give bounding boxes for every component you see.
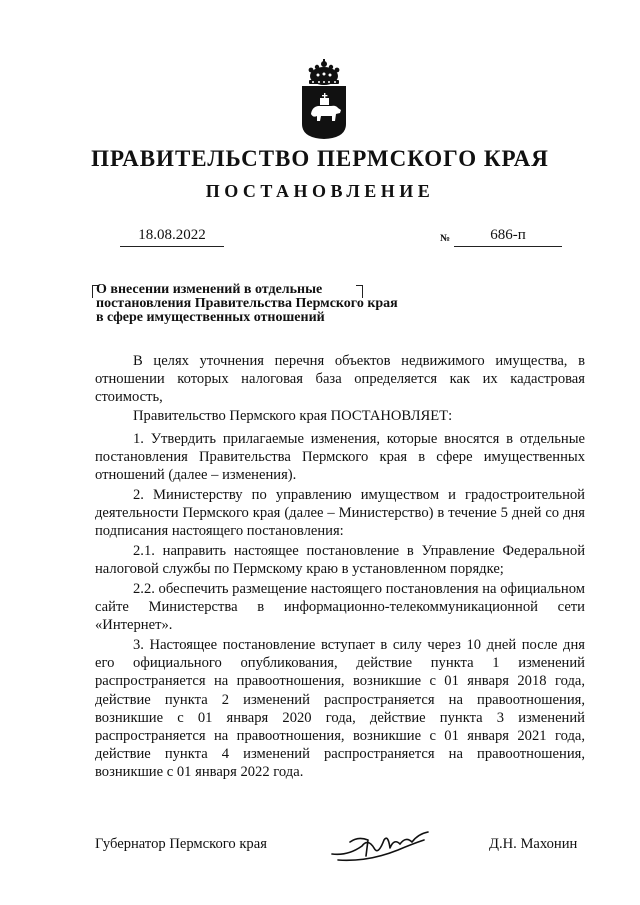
document-date: 18.08.2022 (120, 227, 224, 247)
signatory-position: Губернатор Пермского края (95, 836, 267, 852)
body-paragraph: 1. Утвердить прилагаемые изменения, которые вносятся в отдельные постановления Правительства Пермского края в сфере имущественных отношений (далее – изменения). (95, 431, 585, 484)
body-paragraph: Правительство Пермского края ПОСТАНОВЛЯЕТ: (133, 408, 453, 424)
body-paragraph: 2.2. обеспечить размещение настоящего постановления на официальном сайте Министерства в информационно-телекоммуникационной сети «Интернет». (95, 581, 585, 634)
subject-line: О внесении изменений в отдельные (96, 282, 323, 297)
government-title: ПРАВИТЕЛЬСТВО ПЕРМСКОГО КРАЯ (91, 146, 549, 171)
document-subject (96, 283, 406, 325)
number-sign: № (440, 233, 451, 244)
body-paragraph: 2. Министерству по управлению имуществом и градостроительной деятельности Пермского края (далее – Министерство) в течение 5 дней со дня подписания настоящего постановления: (95, 487, 585, 540)
handwritten-signature (328, 826, 432, 866)
body-paragraph: 2.1. направить настоящее постановление в Управление Федеральной налоговой службы по Пермскому краю в установленном порядке; (95, 543, 585, 578)
body-paragraph: 3. Настоящее постановление вступает в силу через 10 дней после дня его официального опубликования, действие пункта 1 изменений распространяется на правоотношения, возникшие с 01 января 2018 года, действие пункта 2 изменений распространяется на правоотношения, возникшие с 01 января 2020 года, действие пункта 3 изменений распространяется на правоотношения, возникшие с 01 января 2021 года, действие пункта 4 изменений распространяется на правоотношения, возникшие с 01 января 2022 года. (95, 637, 585, 781)
signatory-name: Д.Н. Махонин (489, 836, 578, 852)
document-number: 686-п (454, 227, 562, 247)
subject-line: постановления Правительства Пермского края (96, 296, 398, 311)
perm-krai-coat-of-arms-icon (298, 58, 350, 140)
body-paragraph: В целях уточнения перечня объектов недвижимого имущества, в отношении которых налоговая база определяется как их кадастровая стоимость, (95, 353, 585, 406)
document-type: ПОСТАНОВЛЕНИЕ (205, 181, 435, 201)
subject-line: в сфере имущественных отношений (96, 310, 325, 325)
